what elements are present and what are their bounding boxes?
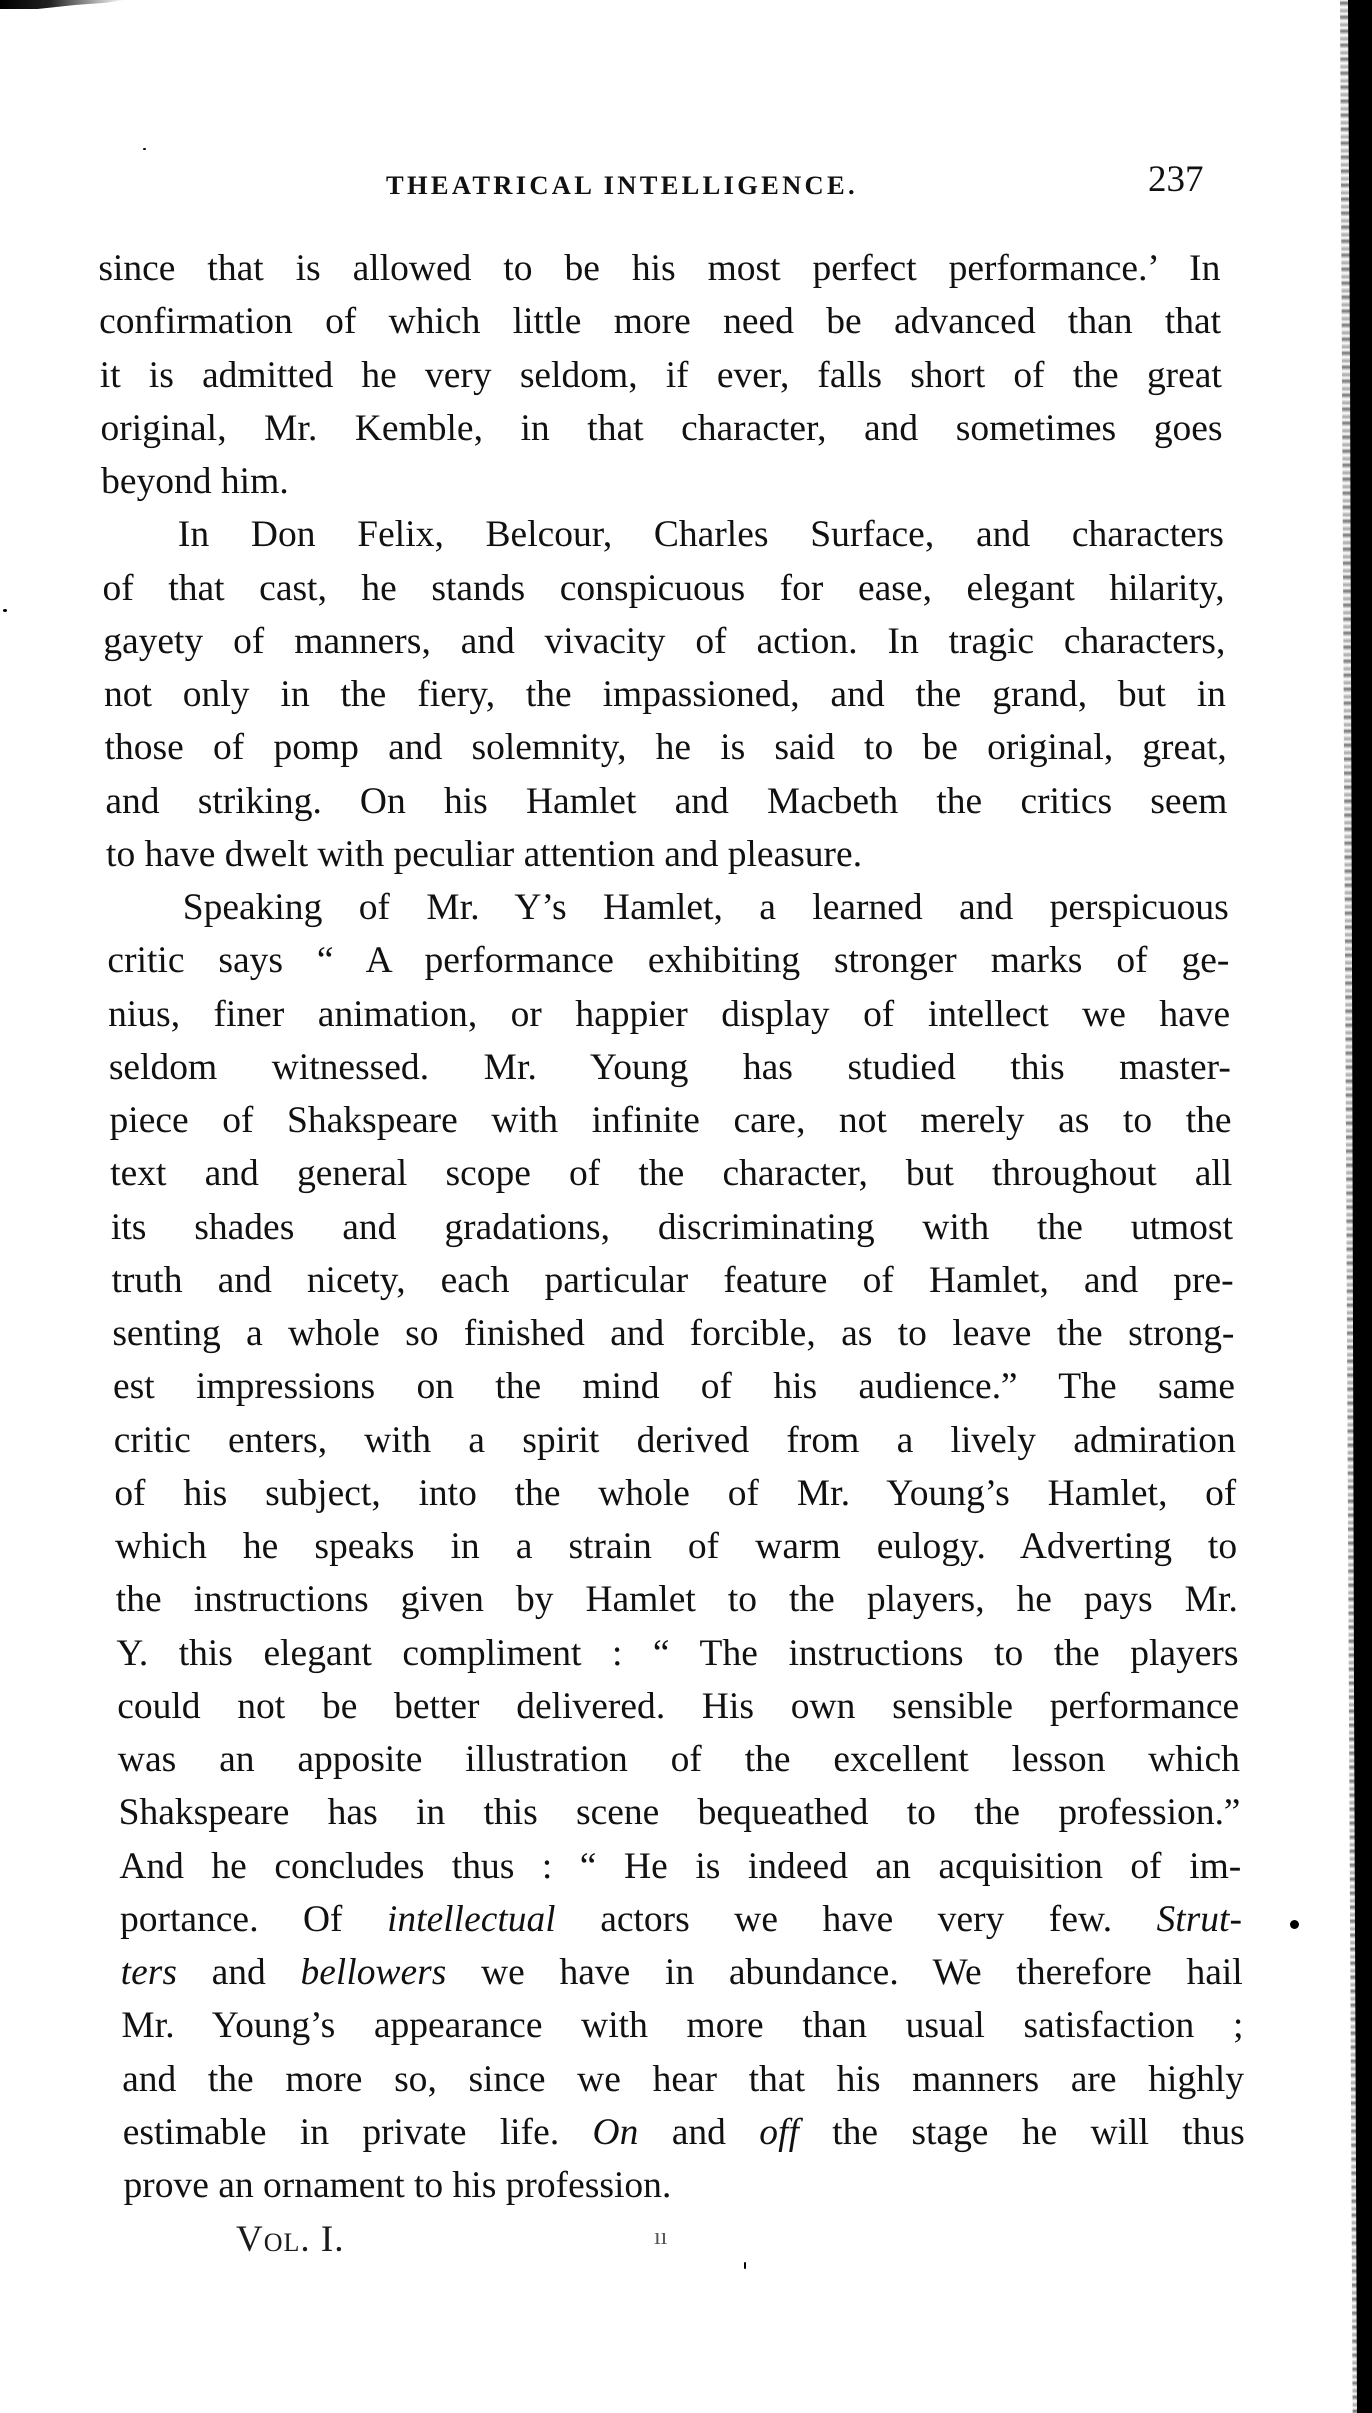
- text-line: [103, 615, 1226, 668]
- text-run: the instructions given by Hamlet to the players, he pays Mr.: [115, 1579, 1239, 1621]
- ink-speck: [143, 148, 146, 150]
- text-run: portance. Of: [119, 1898, 388, 1940]
- ink-speck: [744, 2262, 746, 2269]
- text-run: confirmation of which little more need be advanced than that: [98, 301, 1222, 343]
- italic-run: bellowers: [300, 1952, 447, 1993]
- text-run: not only in the fiery, the impassioned, and the grand, but in: [103, 674, 1227, 715]
- text-run: was an apposite illustration of the excellent lesson which: [117, 1739, 1241, 1780]
- text-run: Speaking of Mr. Y’s Hamlet, a learned and perspicuous: [182, 887, 1229, 928]
- text-run: nius, finer animation, or happier display of intellect we have: [107, 993, 1231, 1035]
- text-run: seldom witnessed. Mr. Young has studied this master-: [108, 1046, 1232, 1088]
- text-line: [122, 2106, 1245, 2159]
- text-line: [116, 1627, 1239, 1680]
- text-run: of that cast, he stands conspicuous for ease, elegant hilarity,: [102, 567, 1225, 609]
- text-run: which he speaks in a strain of warm eulogy. Adverting to: [114, 1526, 1238, 1567]
- text-run: the stage he will thus: [798, 2111, 1246, 2153]
- text-line: [120, 1946, 1243, 1999]
- text-run: of his subject, into the whole of Mr. Young’s Hamlet, of: [114, 1472, 1237, 1514]
- text-line: [111, 1201, 1234, 1254]
- signature-letter-mark: ıı: [654, 2224, 668, 2250]
- text-run: we have in abundance. We therefore hail: [446, 1952, 1243, 1993]
- text-run: Shakspeare has in this scene bequeathed to the profession.”: [118, 1792, 1241, 1834]
- text-line: [108, 988, 1231, 1041]
- text-run: since that is allowed to be his most perfect performance.’ In: [98, 248, 1221, 289]
- text-line-paragraph-start: [106, 881, 1229, 934]
- text-run: And he concludes thus : “ He is indeed an acquisition of im-: [118, 1845, 1242, 1887]
- text-run: gayety of manners, and vivacity of action. In tragic characters,: [102, 620, 1226, 662]
- ink-speck: [3, 609, 7, 612]
- text-run: actors we have very few.: [555, 1898, 1157, 1940]
- text-run: text and general scope of the character, but throughout all: [109, 1153, 1233, 1195]
- text-line-paragraph-end: [123, 2159, 1246, 2212]
- text-line: [99, 295, 1222, 348]
- text-line: [112, 1307, 1235, 1360]
- text-line: [115, 1520, 1238, 1573]
- italic-run: intellectual: [386, 1898, 556, 1940]
- page-number: 237: [1148, 159, 1204, 200]
- scan-smudge: [0, 0, 125, 9]
- text-run: Mr. Young’s appearance with more than usual satisfaction ;: [121, 2005, 1244, 2047]
- text-line: [115, 1573, 1238, 1626]
- text-run: prove an ornament to his profession.: [123, 2165, 672, 2206]
- text-run: to have dwelt with peculiar attention and pleasure.: [105, 833, 863, 875]
- text-line: [110, 1147, 1233, 1200]
- text-line: [117, 1680, 1240, 1733]
- text-line: [119, 1840, 1242, 1893]
- text-line: [100, 402, 1223, 455]
- signature-volume-mark: Vol. I.: [236, 2219, 345, 2260]
- ink-speck: [1290, 1920, 1299, 1929]
- text-run: beyond him.: [100, 461, 289, 502]
- text-run: original, Mr. Kemble, in that character, and sometimes goes: [100, 407, 1223, 449]
- text-run: Y. this elegant compliment : “ The instructions to the players: [116, 1632, 1239, 1674]
- text-run: critic enters, with a spirit derived from a lively admiration: [113, 1419, 1236, 1461]
- text-line: [99, 349, 1222, 402]
- italic-run: On: [592, 2111, 639, 2153]
- text-line: [107, 934, 1230, 987]
- text-line: [102, 562, 1225, 615]
- italic-run: ters: [120, 1952, 178, 1993]
- text-run: critic says “ A performance exhibiting stronger marks of ge-: [107, 940, 1230, 982]
- text-run: estimable in private life.: [122, 2111, 593, 2153]
- text-run: senting a whole so finished and forcible, as to leave the strong-: [112, 1313, 1235, 1354]
- text-line: [120, 1893, 1243, 1946]
- text-run: and: [638, 2111, 760, 2153]
- text-run: In Don Felix, Belcour, Charles Surface, and characters: [177, 514, 1225, 556]
- text-line: [122, 2053, 1245, 2106]
- text-line: [118, 1733, 1241, 1786]
- text-line: [118, 1786, 1241, 1839]
- text-line: [108, 1041, 1231, 1094]
- text-line-paragraph-start: [101, 508, 1224, 561]
- text-line-paragraph-end: [101, 455, 1224, 508]
- text-run: and striking. On his Hamlet and Macbeth the critics seem: [105, 780, 1228, 822]
- text-run: and the more so, since we hear that his manners are highly: [121, 2058, 1245, 2100]
- italic-run: off: [758, 2111, 800, 2153]
- text-run: it is admitted he very seldom, if ever, falls short of the great: [99, 354, 1223, 396]
- running-title: THEATRICAL INTELLIGENCE.: [386, 170, 858, 200]
- text-line: [121, 1999, 1244, 2052]
- text-line: [113, 1360, 1236, 1413]
- text-line: [98, 242, 1221, 295]
- text-run: est impressions on the mind of his audience.” The same: [112, 1366, 1236, 1408]
- text-line: [105, 775, 1228, 828]
- text-line-paragraph-end: [106, 828, 1229, 881]
- text-run: truth and nicety, each particular feature of Hamlet, and pre-: [111, 1259, 1234, 1301]
- text-run: its shades and gradations, discriminating with the utmost: [110, 1206, 1234, 1248]
- text-line: [104, 721, 1227, 774]
- text-run: piece of Shakspeare with infinite care, not merely as to the: [109, 1100, 1232, 1141]
- text-run: those of pomp and solemnity, he is said to be original, great,: [104, 727, 1227, 769]
- text-line: [111, 1254, 1234, 1307]
- text-run: and: [176, 1952, 301, 1993]
- text-line: [113, 1414, 1236, 1467]
- text-line: [114, 1467, 1237, 1520]
- italic-run: Strut-: [1156, 1898, 1243, 1940]
- text-line: [104, 668, 1227, 721]
- body-text: [98, 242, 1246, 2212]
- text-run: could not be better delivered. His own sensible performance: [116, 1685, 1240, 1727]
- text-line: [109, 1094, 1232, 1147]
